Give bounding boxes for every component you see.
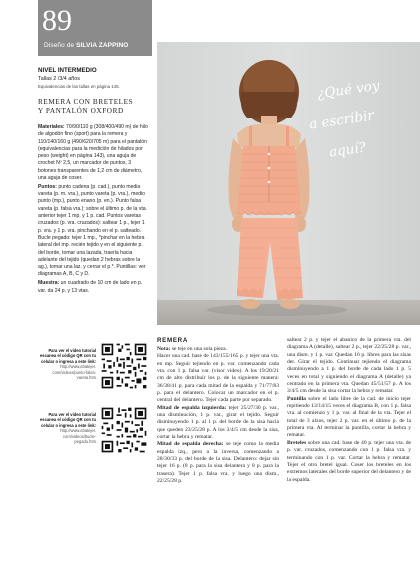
sizes: Tallas 2 /3/4 años [38,76,80,82]
child-photo-illustration [157,42,420,325]
qr-caption-line: celular o ingresa a este link: [41,422,96,428]
pattern-paragraph [157,405,279,442]
pattern-title [38,98,150,116]
pattern-number: 89 [42,4,72,37]
design-credit [44,42,128,49]
materials-text: 70/90/110 g (308/400/490 m) de hilo de algodón fino (sport) para la remera y 110/140/160 g (490/620/705 m) para el pantalón (equivalencias para la medición de hilados por peso (weight) en página 143), una aguja de crochet Nº 2,5, un marcador de puntos, 3 botones transparentes de 1,2 cm de diámetro, una aguja de coser. [38,124,148,182]
pattern-paragraph [157,353,279,404]
stitches-label: Puntos: [38,183,57,190]
materials-label: Materiales: [38,124,65,130]
materials-section [38,124,150,296]
photo-script-line-1: ¿Qué voy [316,77,381,103]
designer-name: SILVIA ZAPPINO [76,42,129,49]
qr-link[interactable]: http://www.ahatejer. [60,428,96,434]
garment-photo [157,42,420,325]
sample-paragraph [38,280,150,295]
credit-prefix: Diseño de [44,42,77,49]
pattern-column-2 [287,337,411,484]
sidebar [0,0,152,575]
qr-block-punto-falsa-vareta [38,342,152,398]
photo-script-line-2: a escribir [308,107,375,133]
paragraph-heading: Nota: [157,345,171,352]
paragraph-text: se teje en una sola pieza. [170,345,228,352]
qr-block-bucle-pegado [38,406,152,462]
qr-code-icon[interactable] [100,342,148,390]
photo-script-line-3: aquí? [328,139,367,161]
qr-caption [38,348,96,380]
paragraph-text: sobre el lado libre de la cad. de inicio tejer repitiendo 13/14/15 veces el diagrama B, con 1 p. falsa vra. al comienzo y 1 p. var. al final de la vta. Tejer el total de 3 alzos, tejer 2 p. var. en el último p. de la primera vta. Al terminar la puntilla, cortar la hebra y rematar. [287,395,411,439]
qr-link[interactable]: com/videos/bucle- [63,433,96,439]
qr-caption-line: Para ver el video tutorial [48,412,96,417]
pattern-column-1 [157,337,279,485]
paragraph-text: tejer 25/27/30 p. var., una disminución, 1 p. var., girar el tejido. Seguir disminuyendo 1 p. al 1 p. del borde de la sisa hacia que queden 23/25/28 p. A los 3/4/5 cm desde la sisa, cortar la hebra y rematar. [157,404,279,440]
pattern-paragraph [157,441,279,485]
qr-link[interactable]: vareta.htm [76,375,96,381]
qr-caption-line: celular o ingresa a este link: [41,358,96,364]
paragraph-text: saltear 2 p. y tejer el abanico de la primera vta. del diagrama A (detalle), saltear 2 p., tejer 22/25/28 p. var., una dism. y 1 p. var. Quedan 16 p. libres para las sisas der. Girar el tejido. Continuar tejiendo el diagrama disminuyendo a 1 p. del borde de cada lado 1 p. 5 veces en total y siguiendo el diagrama A (detalle) ya centrado en la primera vta. Quedan 45/51/57 p. A los 3/4/5 cm desde la sisa cortar la hebra y rematar. [287,337,411,395]
sample-label: Muestra: [38,280,60,287]
qr-link[interactable]: pegado.htm [74,439,96,445]
qr-caption-line: escanea el código QR con tu [40,353,96,359]
sample-text: un cuadrado de 10 cm de lado en p. var. da 24 p. y 13 vtas. [38,280,143,294]
paragraph-heading: Breteles [287,439,307,446]
materials-paragraph [38,124,150,182]
paragraph-heading: Mitad de espalda izquierda: [157,404,227,411]
paragraph-heading: Mitad de espalda derecha: [157,441,224,448]
paragraph-text: se teje como la media espalda izq., pero a la inversa, comenzando a 28/30/33 p. del borde de la sisa. Delantero: dejar sin tejer 16 p. (8 p. para la sisa delantera y 8 p. para la trasera). Tejer 1 p. falsa vra. y luego una dism., 22/25/28 p. [157,441,279,485]
title-line-1: REMERA CON BRETELES [38,98,134,106]
pattern-paragraph [287,337,411,396]
qr-code-icon[interactable] [100,406,148,454]
qr-link[interactable]: com/videos/punto-falsa- [52,369,96,375]
pattern-paragraph [287,440,411,484]
stitches-text: punto cadena (p. cad.), punto media vareta (p. m. vra.), punto vareta (p. vra.), medio punto (mp.), punto enano (p. en.). Punto falsa vareta (p. falsa vra.): sobre el último p. de la vta. anterior tejer 1 mp. y 1 p. cad. Puntos varetas cruzados (p. vra. cruzados): saltear 1 p., tejer 1 p. vra. y 1 p. vra. pinchando en el p. salteado. Bucle pegado: tejer 1 mp., *pinchar en la hebra lateral del mp. recién tejido y en el siguiente p. del borde, tomar una lazada, traerla hacia adelante del tejido (quedan 2 hebras sobre la ag.), tomar una laz. y cerrar el p.*. Puntillas: ver diagramas A, B, C y D. [38,183,147,278]
qr-caption [38,412,96,444]
sizes-note: Equivalencias de las tallas en página 145. [38,84,120,89]
paragraph-text: Hacer una cad. base de 143/155/165 p. y tejer una vta. en mp. Seguir tejiendo en p. var. comenzando cada vta. con 1 p. falsa var. (visor video). A los 19/20/21 cm de alto distribuir los p. de la siguiente manera: 36/38/41 p. para cada mitad de la espalda y 71/77/83 p. para el delantero. Colocar un marcador en el p. central del delantero. Tejer cada parte por separado. [157,353,279,404]
paragraph-text: sobre una cad. base de 40 p. tejer una vta. de p. var. cruzados, comenzando con 1 p. falsa vra. y terminando con 1 p. var. Cortar la hebra y rematar. Tejer el otro bretel igual. Coser los breteles en los extremos laterales del borde superior del delantero y de la espalda. [287,439,411,483]
qr-link[interactable]: http://www.ahatejer. [60,364,96,370]
stitches-paragraph [38,184,150,279]
pattern-paragraph [287,396,411,440]
skill-level: NIVEL INTERMEDIO [38,67,97,74]
qr-caption-line: Para ver el video tutorial [48,348,96,353]
paragraph-heading: Puntilla [287,395,306,402]
section-title: REMERA [157,337,189,344]
pattern-paragraph [157,346,279,353]
title-line-2: Y PANTALÓN OXFORD [38,107,124,115]
qr-caption-line: escanea el código QR con tu [40,417,96,423]
